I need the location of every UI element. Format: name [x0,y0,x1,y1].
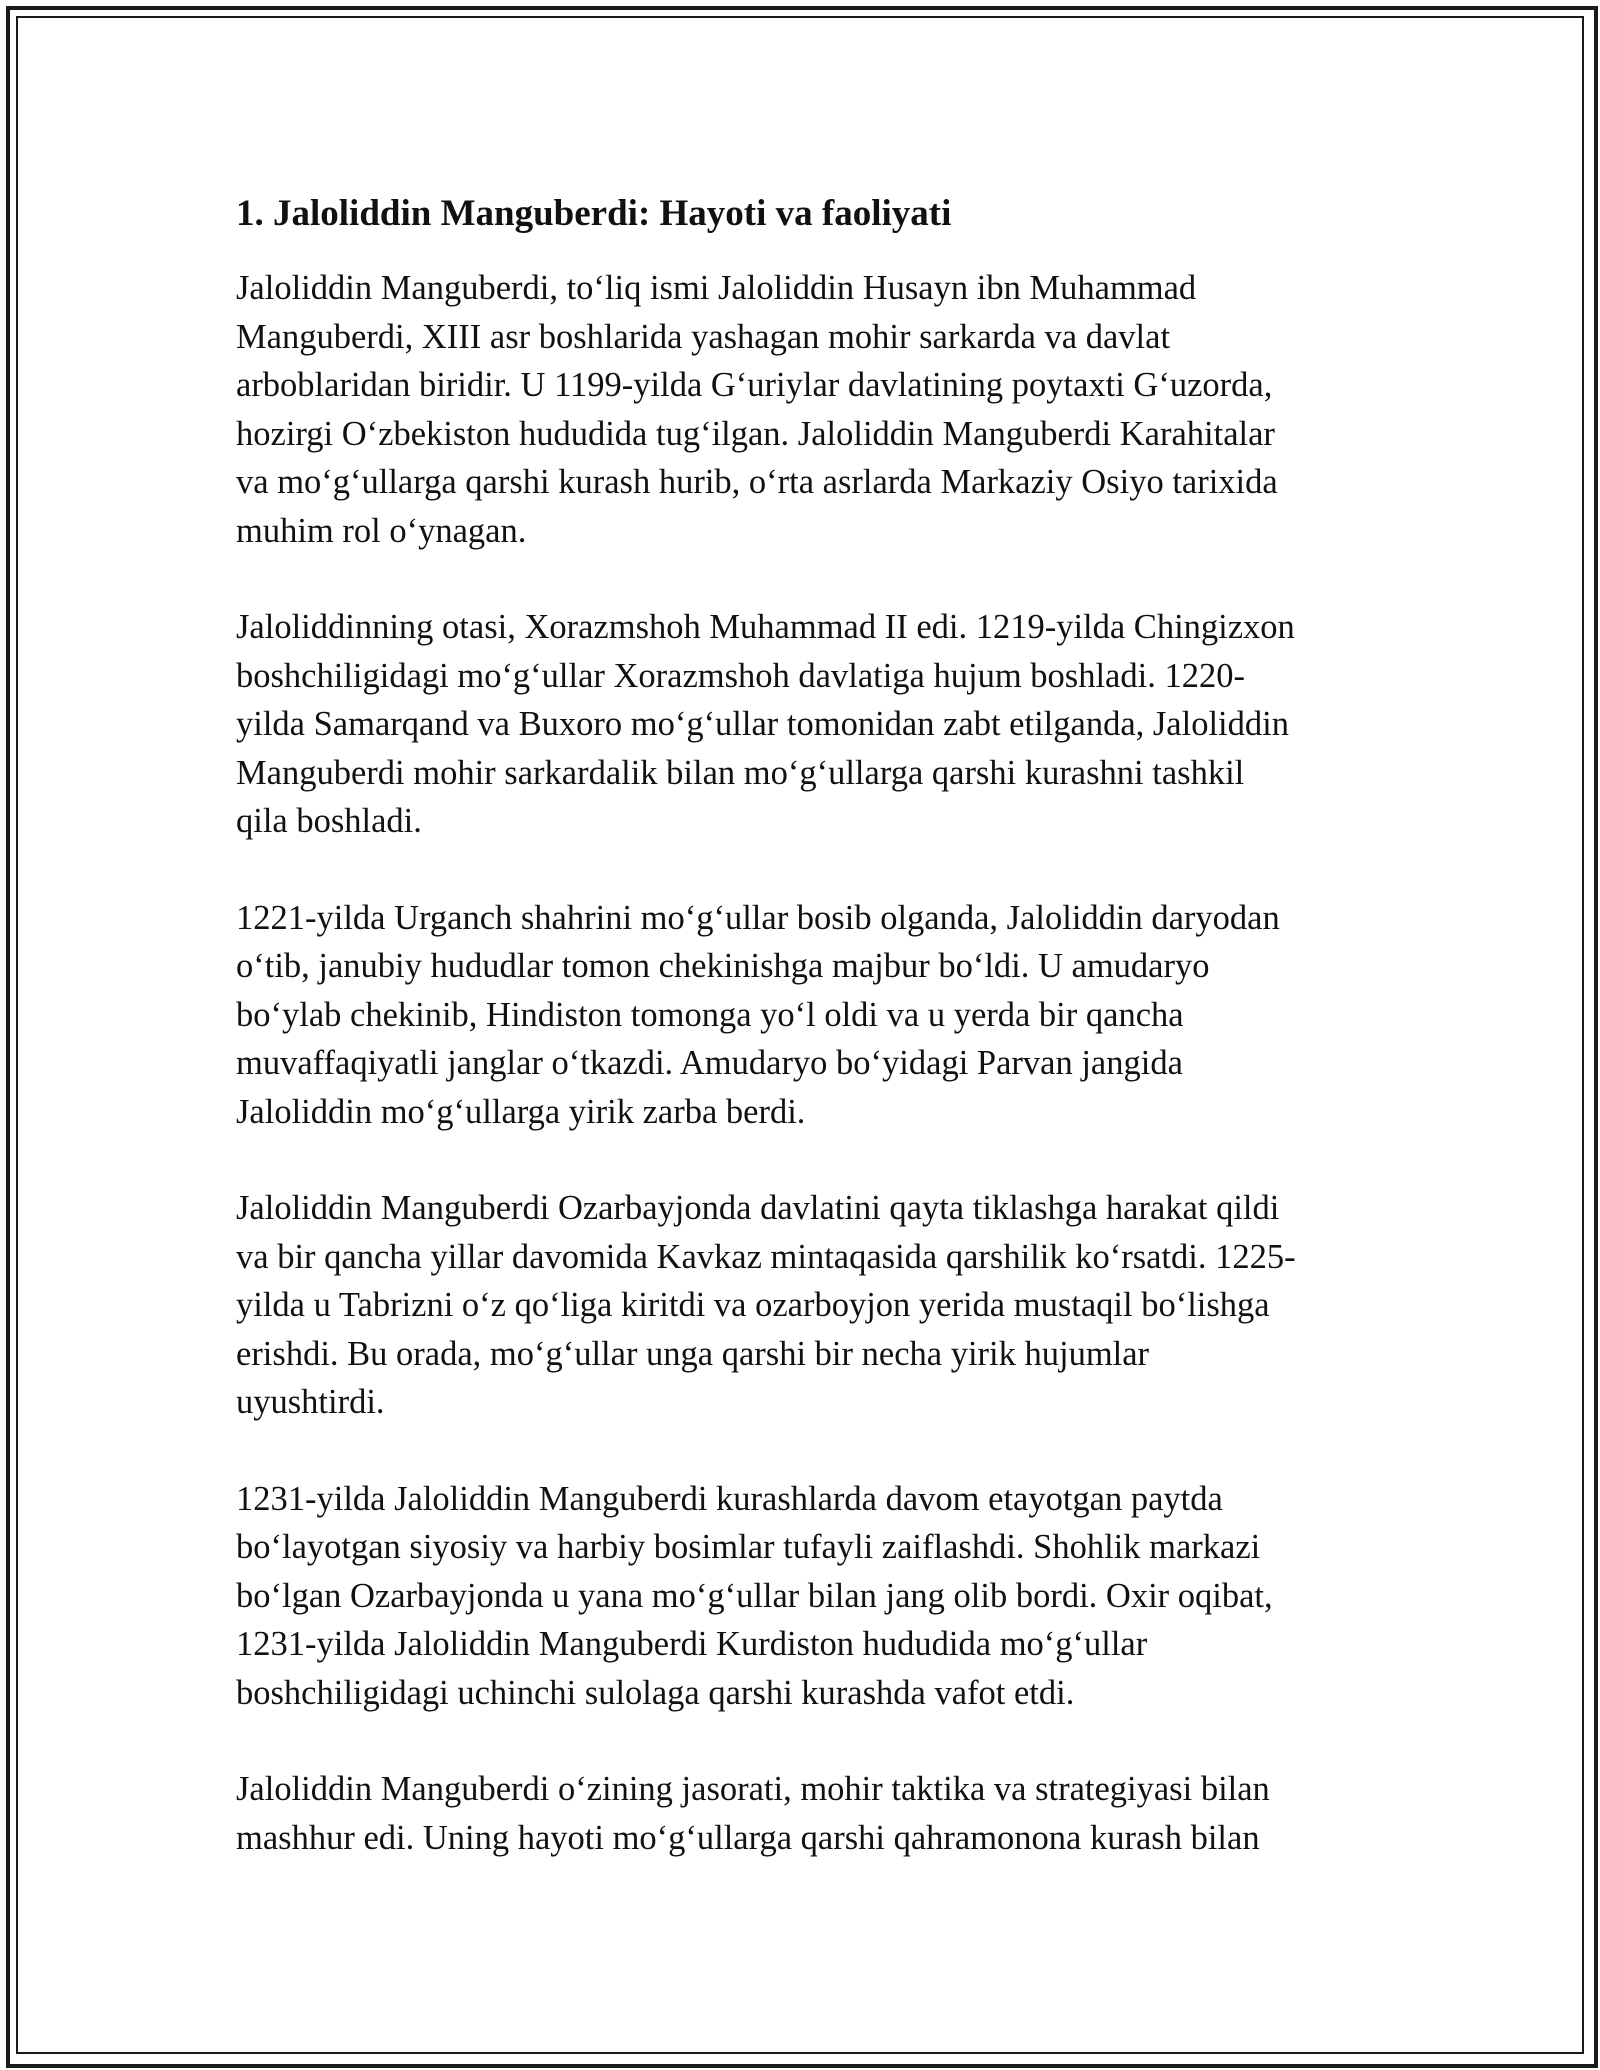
paragraph-5 [236,1475,1376,1718]
text-line: 1221-yilda Urganch shahrini mo‘g‘ullar bosib olganda, Jaloliddin daryodan [236,898,1280,937]
document-body [236,186,1376,1910]
paragraph-6 [236,1765,1376,1862]
paragraph-3 [236,894,1376,1137]
text-line: va bir qancha yillar davomida Kavkaz mintaqasida qarshilik ko‘rsatdi. 1225- [236,1237,1296,1276]
text-line: Jaloliddinning otasi, Xorazmshoh Muhammad II edi. 1219-yilda Chingizxon [236,608,1295,646]
text-line: bo‘layotgan siyosiy va harbiy bosimlar tufayli zaiflashdi. Shohlik markazi [236,1528,1261,1566]
text-line: boshchiligidagi mo‘g‘ullar Xorazmshoh davlatiga hujum boshladi. 1220- [236,656,1245,695]
paragraph-2 [236,603,1376,846]
text-line: va mo‘g‘ullarga qarshi kurash hurib, o‘rta asrlarda Markaziy Osiyo tarixida [236,463,1278,501]
text-line: muhim rol o‘ynagan. [236,511,527,550]
text-line: erishdi. Bu orada, mo‘g‘ullar unga qarshi bir necha yirik hujumlar [236,1334,1150,1373]
text-line: bo‘lgan Ozarbayjonda u yana mo‘g‘ullar bilan jang olib bordi. Oxir oqibat, [236,1576,1273,1615]
paragraph-1 [236,264,1376,555]
text-line: Manguberdi mohir sarkardalik bilan mo‘g‘ullarga qarshi kurashni tashkil [236,753,1245,792]
text-line: Jaloliddin Manguberdi, to‘liq ismi Jaloliddin Husayn ibn Muhammad [236,269,1197,307]
text-line: uyushtirdi. [236,1383,385,1421]
text-line: mashhur edi. Uning hayoti mo‘g‘ullarga qarshi qahramonona kurash bilan [236,1818,1260,1857]
text-line: muvaffaqiyatli janglar o‘tkazdi. Amudaryo bo‘yidagi Parvan jangida [236,1044,1183,1082]
text-line: o‘tib, janubiy hududlar tomon chekinishga majbur bo‘ldi. U amudaryo [236,947,1210,985]
paragraph-4 [236,1184,1376,1427]
text-line: 1231-yilda Jaloliddin Manguberdi Kurdiston hududida mo‘g‘ullar [236,1625,1148,1663]
text-line: hozirgi O‘zbekiston hududida tug‘ilgan. Jaloliddin Manguberdi Karahitalar [236,414,1275,453]
text-line: Jaloliddin Manguberdi Ozarbayjonda davlatini qayta tiklashga harakat qildi [236,1189,1280,1227]
section-heading: 1. Jaloliddin Manguberdi: Hayoti va faoliyati [236,193,952,234]
text-line: Manguberdi, XIII asr boshlarida yashagan mohir sarkarda va davlat [236,317,1171,356]
text-line: arboblaridan biridir. U 1199-yilda G‘uriylar davlatining poytaxti G‘uzorda, [236,366,1273,404]
text-line: boshchiligidagi uchinchi sulolaga qarshi kurashda vafot etdi. [236,1673,1075,1712]
text-line: yilda u Tabrizni o‘z qo‘liga kiritdi va ozarboyjon yerida mustaqil bo‘lishga [236,1286,1270,1324]
text-line: Jaloliddin mo‘g‘ullarga yirik zarba berdi. [236,1092,806,1131]
text-line: Jaloliddin Manguberdi o‘zining jasorati, mohir taktika va strategiyasi bilan [236,1770,1270,1808]
text-line: yilda Samarqand va Buxoro mo‘g‘ullar tomonidan zabt etilganda, Jaloliddin [236,705,1289,743]
text-line: qila boshladi. [236,802,422,840]
text-line: bo‘ylab chekinib, Hindiston tomonga yo‘l oldi va u yerda bir qancha [236,995,1184,1034]
text-line: 1231-yilda Jaloliddin Manguberdi kurashlarda davom etayotgan paytda [236,1479,1223,1518]
